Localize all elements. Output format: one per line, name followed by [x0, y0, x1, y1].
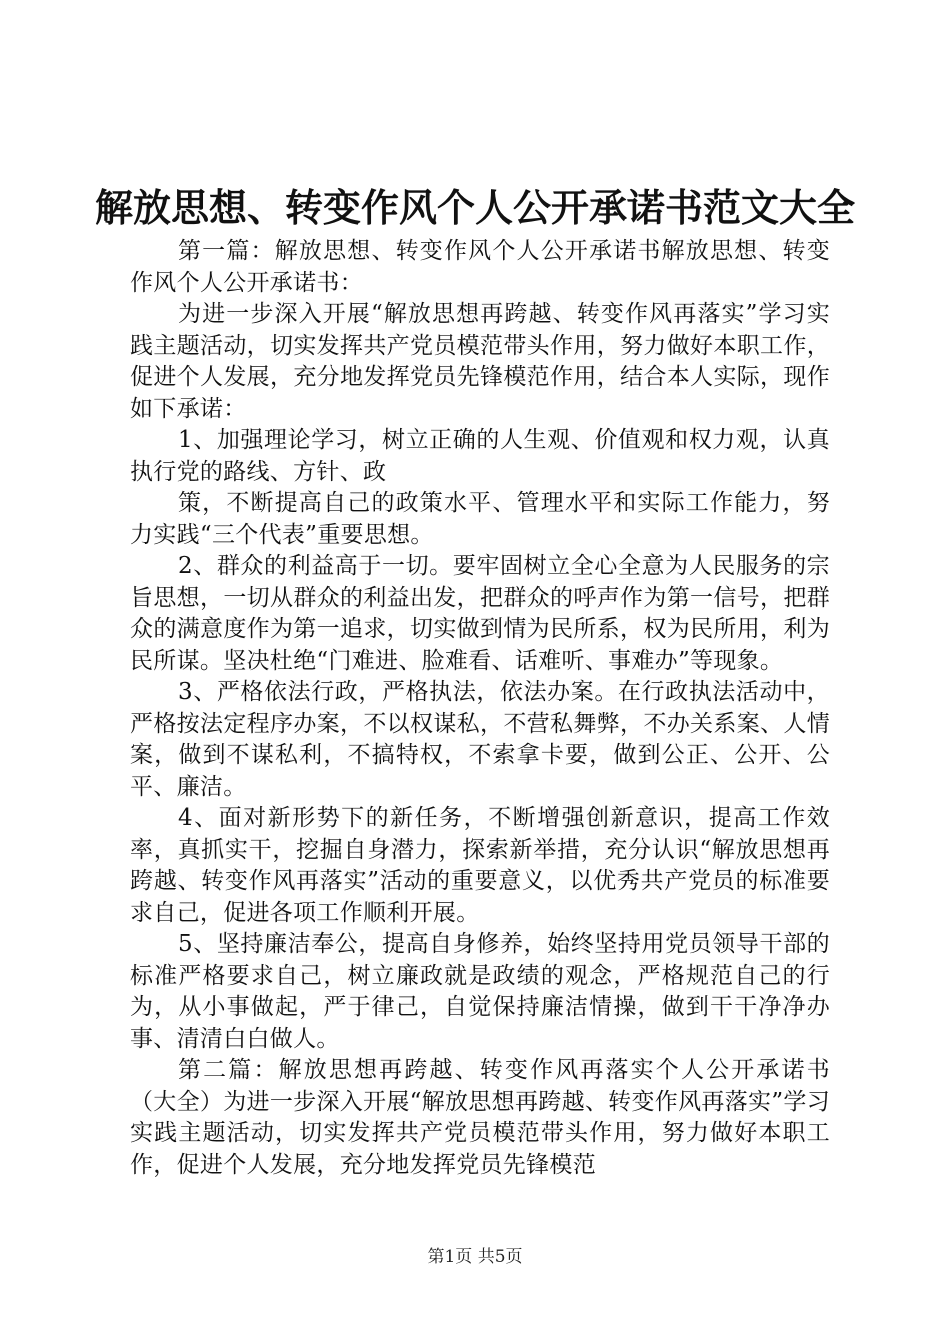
paragraph-6: 3、严格依法行政，严格执法，依法办案。在行政执法活动中，严格按法定程序办案，不以权谋私，不营私舞弊，不办关系案、人情案，做到不谋私利，不搞特权，不索拿卡要，做到公正、公开、公平、廉洁。	[130, 679, 830, 800]
page-footer: 第1页 共5页	[427, 1247, 523, 1267]
paragraph-5: 2、群众的利益高于一切。要牢固树立全心全意为人民服务的宗旨思想，一切从群众的利益出发，把群众的呼声作为第一信号，把群众的满意度作为第一追求，切实做到情为民所系，权为民所用，利为民所谋。坚决杜绝“门难进、脸难看、话难听、事难办”等现象。	[130, 553, 830, 674]
paragraph-3: 1、加强理论学习，树立正确的人生观、价值观和权力观，认真执行党的路线、方针、政	[130, 427, 830, 485]
paragraph-4: 策，不断提高自己的政策水平、管理水平和实际工作能力，努力实践“三个代表”重要思想。	[130, 490, 830, 548]
document-body	[130, 236, 830, 1181]
paragraph-8: 5、坚持廉洁奉公，提高自身修养，始终坚持用党员领导干部的标准严格要求自己，树立廉政就是政绩的观念，严格规范自己的行为，从小事做起，严于律己，自觉保持廉洁情操，做到干干净净办事、清清白白做人。	[130, 931, 830, 1052]
document-title: 解放思想、转变作风个人公开承诺书范文大全	[94, 185, 855, 230]
paragraph-7: 4、面对新形势下的新任务，不断增强创新意识，提高工作效率，真抓实干，挖掘自身潜力，探索新举措，充分认识“解放思想再跨越、转变作风再落实”活动的重要意义，以优秀共产党员的标准要求自己，促进各项工作顺利开展。	[130, 805, 830, 926]
paragraph-1: 第一篇：解放思想、转变作风个人公开承诺书解放思想、转变作风个人公开承诺书：	[130, 238, 830, 296]
paragraph-2: 为进一步深入开展“解放思想再跨越、转变作风再落实”学习实践主题活动，切实发挥共产党员模范带头作用，努力做好本职工作，促进个人发展，充分地发挥党员先锋模范作用，结合本人实际，现作如下承诺：	[130, 301, 830, 422]
paragraph-9: 第二篇：解放思想再跨越、转变作风再落实个人公开承诺书（大全）为进一步深入开展“解放思想再跨越、转变作风再落实”学习实践主题活动，切实发挥共产党员模范带头作用，努力做好本职工作，促进个人发展，充分地发挥党员先锋模范	[130, 1057, 830, 1178]
